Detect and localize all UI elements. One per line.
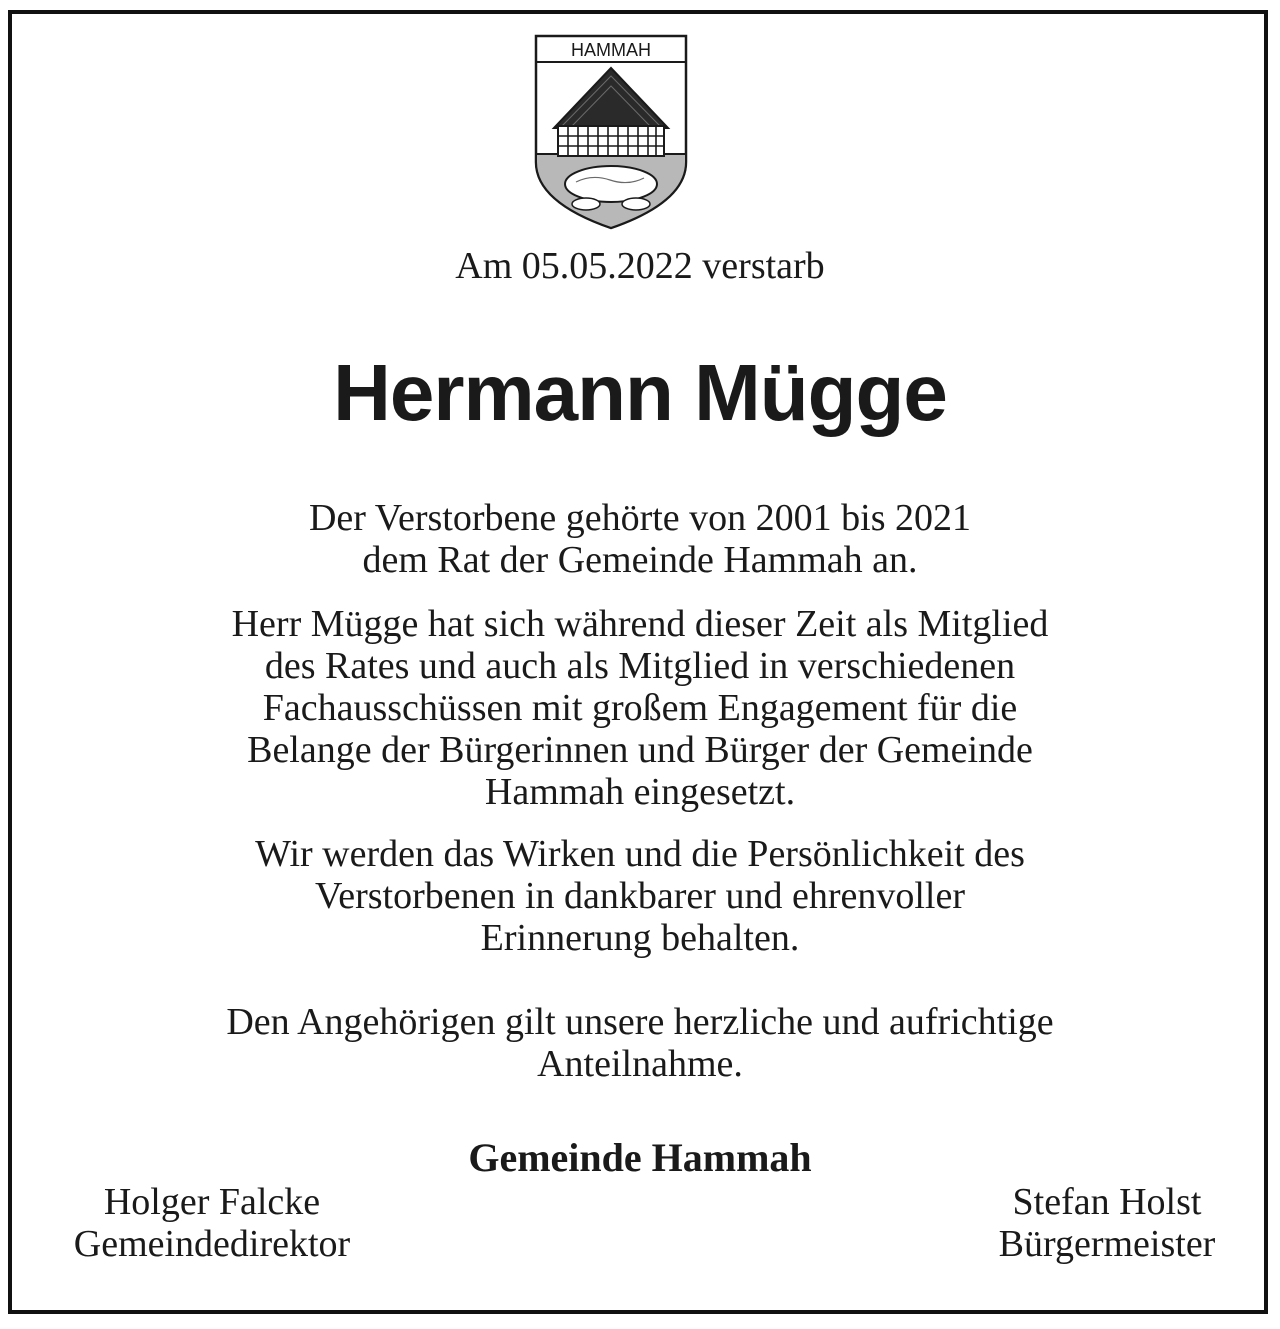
text-line: Hammah eingesetzt. bbox=[484, 771, 796, 813]
text-line: Der Verstorbene gehörte von 2001 bis 2021 bbox=[308, 497, 972, 539]
signatory-left bbox=[30, 1181, 394, 1265]
paragraph-condolences bbox=[0, 1001, 1280, 1085]
coat-of-arms-logo bbox=[532, 34, 690, 230]
text-line: Belange der Bürgerinnen und Bürger der Gemeinde bbox=[247, 729, 1033, 771]
paragraph-engagement bbox=[0, 603, 1280, 813]
organization-name: Gemeinde Hammah bbox=[468, 1135, 812, 1180]
text-line: Anteilnahme. bbox=[537, 1043, 743, 1085]
deceased-name: Hermann Mügge bbox=[333, 348, 947, 437]
text-line: Herr Mügge hat sich während dieser Zeit als Mitglied bbox=[231, 603, 1049, 645]
signatory-title: Bürgermeister bbox=[998, 1223, 1216, 1265]
death-date-line: Am 05.05.2022 verstarb bbox=[455, 245, 825, 287]
paragraph-remembrance bbox=[0, 833, 1280, 959]
crest-label: HAMMAH bbox=[571, 40, 651, 60]
signatory-name: Holger Falcke bbox=[103, 1181, 321, 1223]
signatory-right bbox=[962, 1181, 1252, 1265]
text-line: Wir werden das Wirken und die Persönlichkeit des bbox=[255, 833, 1025, 875]
text-line: Erinnerung behalten. bbox=[480, 917, 800, 959]
text-line: dem Rat der Gemeinde Hammah an. bbox=[362, 539, 918, 581]
text-line: des Rates und auch als Mitglied in verschiedenen bbox=[264, 645, 1016, 687]
text-line: Verstorbenen in dankbarer und ehrenvoller bbox=[315, 875, 965, 917]
signatory-name: Stefan Holst bbox=[1012, 1181, 1202, 1223]
signatory-title: Gemeindedirektor bbox=[73, 1223, 351, 1265]
text-line: Den Angehörigen gilt unsere herzliche und aufrichtige bbox=[226, 1001, 1054, 1043]
paragraph-council-tenure bbox=[0, 497, 1280, 581]
text-line: Fachausschüssen mit großem Engagement für die bbox=[262, 687, 1018, 729]
